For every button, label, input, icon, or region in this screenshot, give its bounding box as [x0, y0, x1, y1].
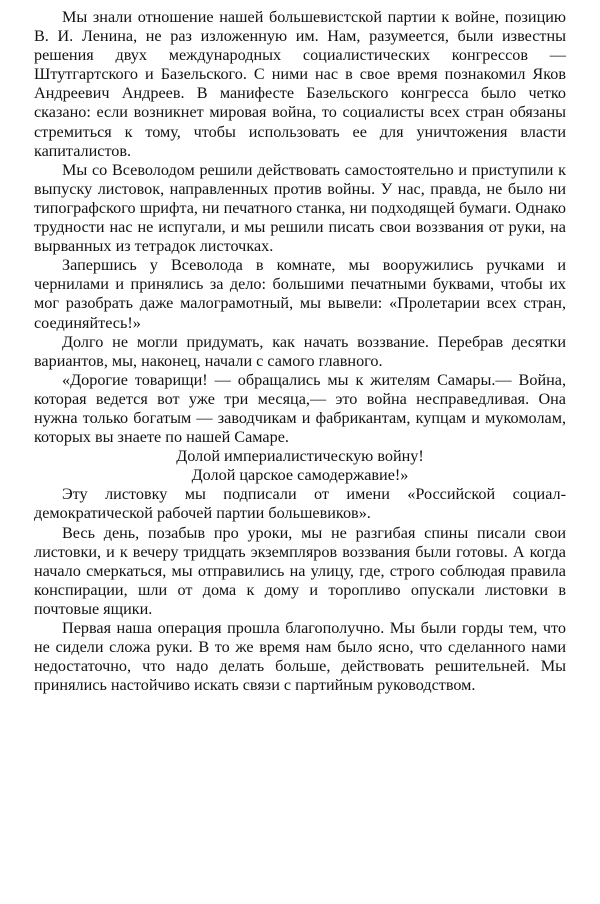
slogan-2: Долой царское самодержавие!» [191, 466, 409, 485]
paragraph-1: Мы знали отношение нашей большевистской партии к войне, позицию В. И. Ленина, не раз изложенную им. Нам, разумеется, были известны решения двух международных социалистических конгрессов — Штутгартского и Базельского. С ними нас в свое время познакомил Яков Андреевич Андреев. В манифесте Базельского конгресса было четко сказано: если возникнет мировая война, то социалисты всех стран обязаны стремиться к тому, чтобы использовать ее для уничтожения власти капиталистов. [34, 8, 566, 160]
paragraph-6: Эту листовку мы подписали от имени «Российской социал-демократической рабочей партии большевиков». [34, 485, 566, 523]
paragraph-8: Первая наша операция прошла благополучно. Мы были горды тем, что не сидели сложа руки. В то же время нам было ясно, что сделанного нами недостаточно, что надо делать больше, действовать решительней. Мы принялись настойчиво искать связи с партийным руководством. [34, 619, 566, 695]
book-page [34, 8, 566, 695]
paragraph-7: Весь день, позабыв про уроки, мы не разгибая спины писали свои листовки, и к вечеру тридцать экземпляров воззвания были готовы. А когда начало смеркаться, мы отправились на улицу, где, строго соблюдая правила конспирации, шли от дома к дому и торопливо опускали листовки в почтовые ящики. [34, 523, 566, 618]
paragraph-4: Долго не могли придумать, как начать воззвание. Перебрав десятки вариантов, мы, наконец, начали с самого главного. [34, 332, 566, 370]
paragraph-5: «Дорогие товарищи! — обращались мы к жителям Самары.— Война, которая ведется вот уже три месяца,— это война несправедливая. Она нужна только богатым — заводчикам и фабрикантам, купцам и мукомолам, которых вы знаете по нашей Самаре. [34, 370, 566, 447]
paragraph-3: Запершись у Всеволода в комнате, мы вооружились ручками и чернилами и принялись за дело: большими печатными буквами, чтобы их мог разобрать даже малограмотный, мы вывели: «Пролетарии всех стран, соединяйтесь!» [34, 256, 566, 332]
paragraph-2: Мы со Всеволодом решили действовать самостоятельно и приступили к выпуску листовок, направленных против войны. У нас, правда, не было ни типографского шрифта, ни печатного станка, ни подходящей бумаги. Однако трудности нас не испугали, и мы решили писать свои воззвания от руки, на вырванных из тетрадок листочках. [34, 160, 566, 256]
slogan-1: Долой империалистическую войну! [176, 447, 424, 466]
